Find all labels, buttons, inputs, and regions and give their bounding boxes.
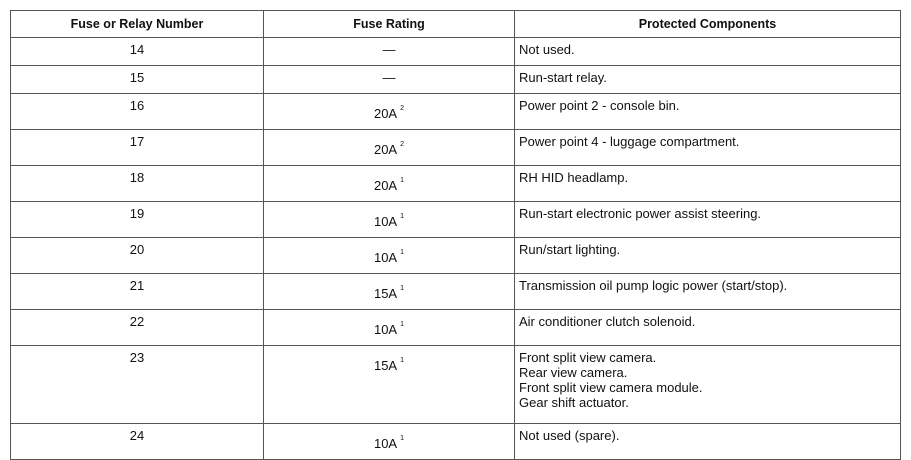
fuse-table-container [10, 10, 901, 460]
protected-components-cell [515, 38, 901, 66]
component-line: Run-start relay. [519, 70, 607, 85]
footnote-marker: 1 [400, 176, 405, 184]
table-row [11, 424, 901, 460]
protected-components-cell [515, 238, 901, 274]
fuse-rating-text: 15A [373, 286, 398, 301]
table-row [11, 94, 901, 130]
table-header-row [11, 11, 901, 38]
component-line: Air conditioner clutch solenoid. [519, 314, 696, 329]
fuse-rating-cell [264, 130, 515, 166]
protected-components-cell [515, 310, 901, 346]
fuse-rating-text: 10A [373, 250, 398, 265]
table-row [11, 346, 901, 424]
fuse-rating-text: 20A [373, 142, 398, 157]
fuse-number-cell: 24 [11, 424, 264, 460]
fuse-table [10, 10, 901, 460]
column-header-number: Fuse or Relay Number [11, 11, 264, 38]
component-line: Power point 2 - console bin. [519, 98, 680, 113]
fuse-rating-text: 15A [373, 358, 398, 373]
protected-components-cell [515, 346, 901, 424]
component-line: Front split view camera module. [519, 380, 703, 395]
component-line: Not used (spare). [519, 428, 620, 443]
fuse-rating-value: — [382, 70, 396, 85]
component-line: Transmission oil pump logic power (start/stop). [519, 278, 788, 293]
fuse-rating-text: 10A [373, 322, 398, 337]
table-row [11, 66, 901, 94]
fuse-rating-value [374, 142, 404, 157]
table-row [11, 166, 901, 202]
fuse-number-cell: 17 [11, 130, 264, 166]
fuse-number-cell: 23 [11, 346, 264, 424]
fuse-number-cell: 21 [11, 274, 264, 310]
footnote-marker: 1 [400, 248, 405, 256]
fuse-rating-value [374, 358, 404, 373]
fuse-rating-cell [264, 274, 515, 310]
fuse-rating-cell [264, 202, 515, 238]
fuse-rating-value [374, 286, 404, 301]
fuse-rating-value [374, 106, 404, 121]
fuse-rating-cell [264, 310, 515, 346]
fuse-number-cell: 20 [11, 238, 264, 274]
footnote-marker: 2 [400, 104, 405, 112]
fuse-rating-text: 10A [373, 436, 398, 451]
component-line: Power point 4 - luggage compartment. [519, 134, 740, 149]
footnote-marker: 2 [400, 140, 405, 148]
fuse-rating-cell [264, 424, 515, 460]
fuse-rating-value [374, 436, 404, 451]
component-line: Gear shift actuator. [519, 395, 629, 410]
fuse-number-cell: 18 [11, 166, 264, 202]
component-line: Run-start electronic power assist steering. [519, 206, 762, 221]
column-header-rating: Fuse Rating [264, 11, 515, 38]
fuse-rating-cell [264, 238, 515, 274]
protected-components-cell [515, 94, 901, 130]
footnote-marker: 1 [400, 320, 405, 328]
table-row [11, 38, 901, 66]
footnote-marker: 1 [400, 284, 405, 292]
component-line: Not used. [519, 42, 575, 57]
fuse-rating-cell [264, 346, 515, 424]
footnote-marker: 1 [400, 356, 405, 364]
footnote-marker: 1 [400, 212, 405, 220]
fuse-rating-value [374, 322, 404, 337]
fuse-rating-cell [264, 38, 515, 66]
fuse-number-cell: 15 [11, 66, 264, 94]
fuse-rating-cell [264, 94, 515, 130]
fuse-rating-value [374, 178, 404, 193]
protected-components-cell [515, 274, 901, 310]
fuse-number-cell: 16 [11, 94, 264, 130]
fuse-rating-text: 10A [373, 214, 398, 229]
protected-components-cell [515, 66, 901, 94]
fuse-rating-text: 20A [373, 178, 398, 193]
table-row [11, 310, 901, 346]
component-line: Rear view camera. [519, 365, 628, 380]
table-row [11, 130, 901, 166]
fuse-rating-cell [264, 66, 515, 94]
footnote-marker: 1 [400, 434, 405, 442]
fuse-rating-text: 20A [373, 106, 398, 121]
fuse-rating-value [374, 214, 404, 229]
component-line: RH HID headlamp. [519, 170, 629, 185]
table-row [11, 202, 901, 238]
protected-components-cell [515, 202, 901, 238]
fuse-number-cell: 19 [11, 202, 264, 238]
protected-components-cell [515, 130, 901, 166]
table-row [11, 274, 901, 310]
fuse-number-cell: 14 [11, 38, 264, 66]
table-row [11, 238, 901, 274]
protected-components-cell [515, 166, 901, 202]
fuse-number-cell: 22 [11, 310, 264, 346]
component-line: Front split view camera. [519, 350, 657, 365]
fuse-rating-value: — [382, 42, 396, 57]
component-line: Run/start lighting. [519, 242, 621, 257]
column-header-components: Protected Components [515, 11, 901, 38]
protected-components-cell [515, 424, 901, 460]
fuse-rating-value [374, 250, 404, 265]
fuse-rating-cell [264, 166, 515, 202]
